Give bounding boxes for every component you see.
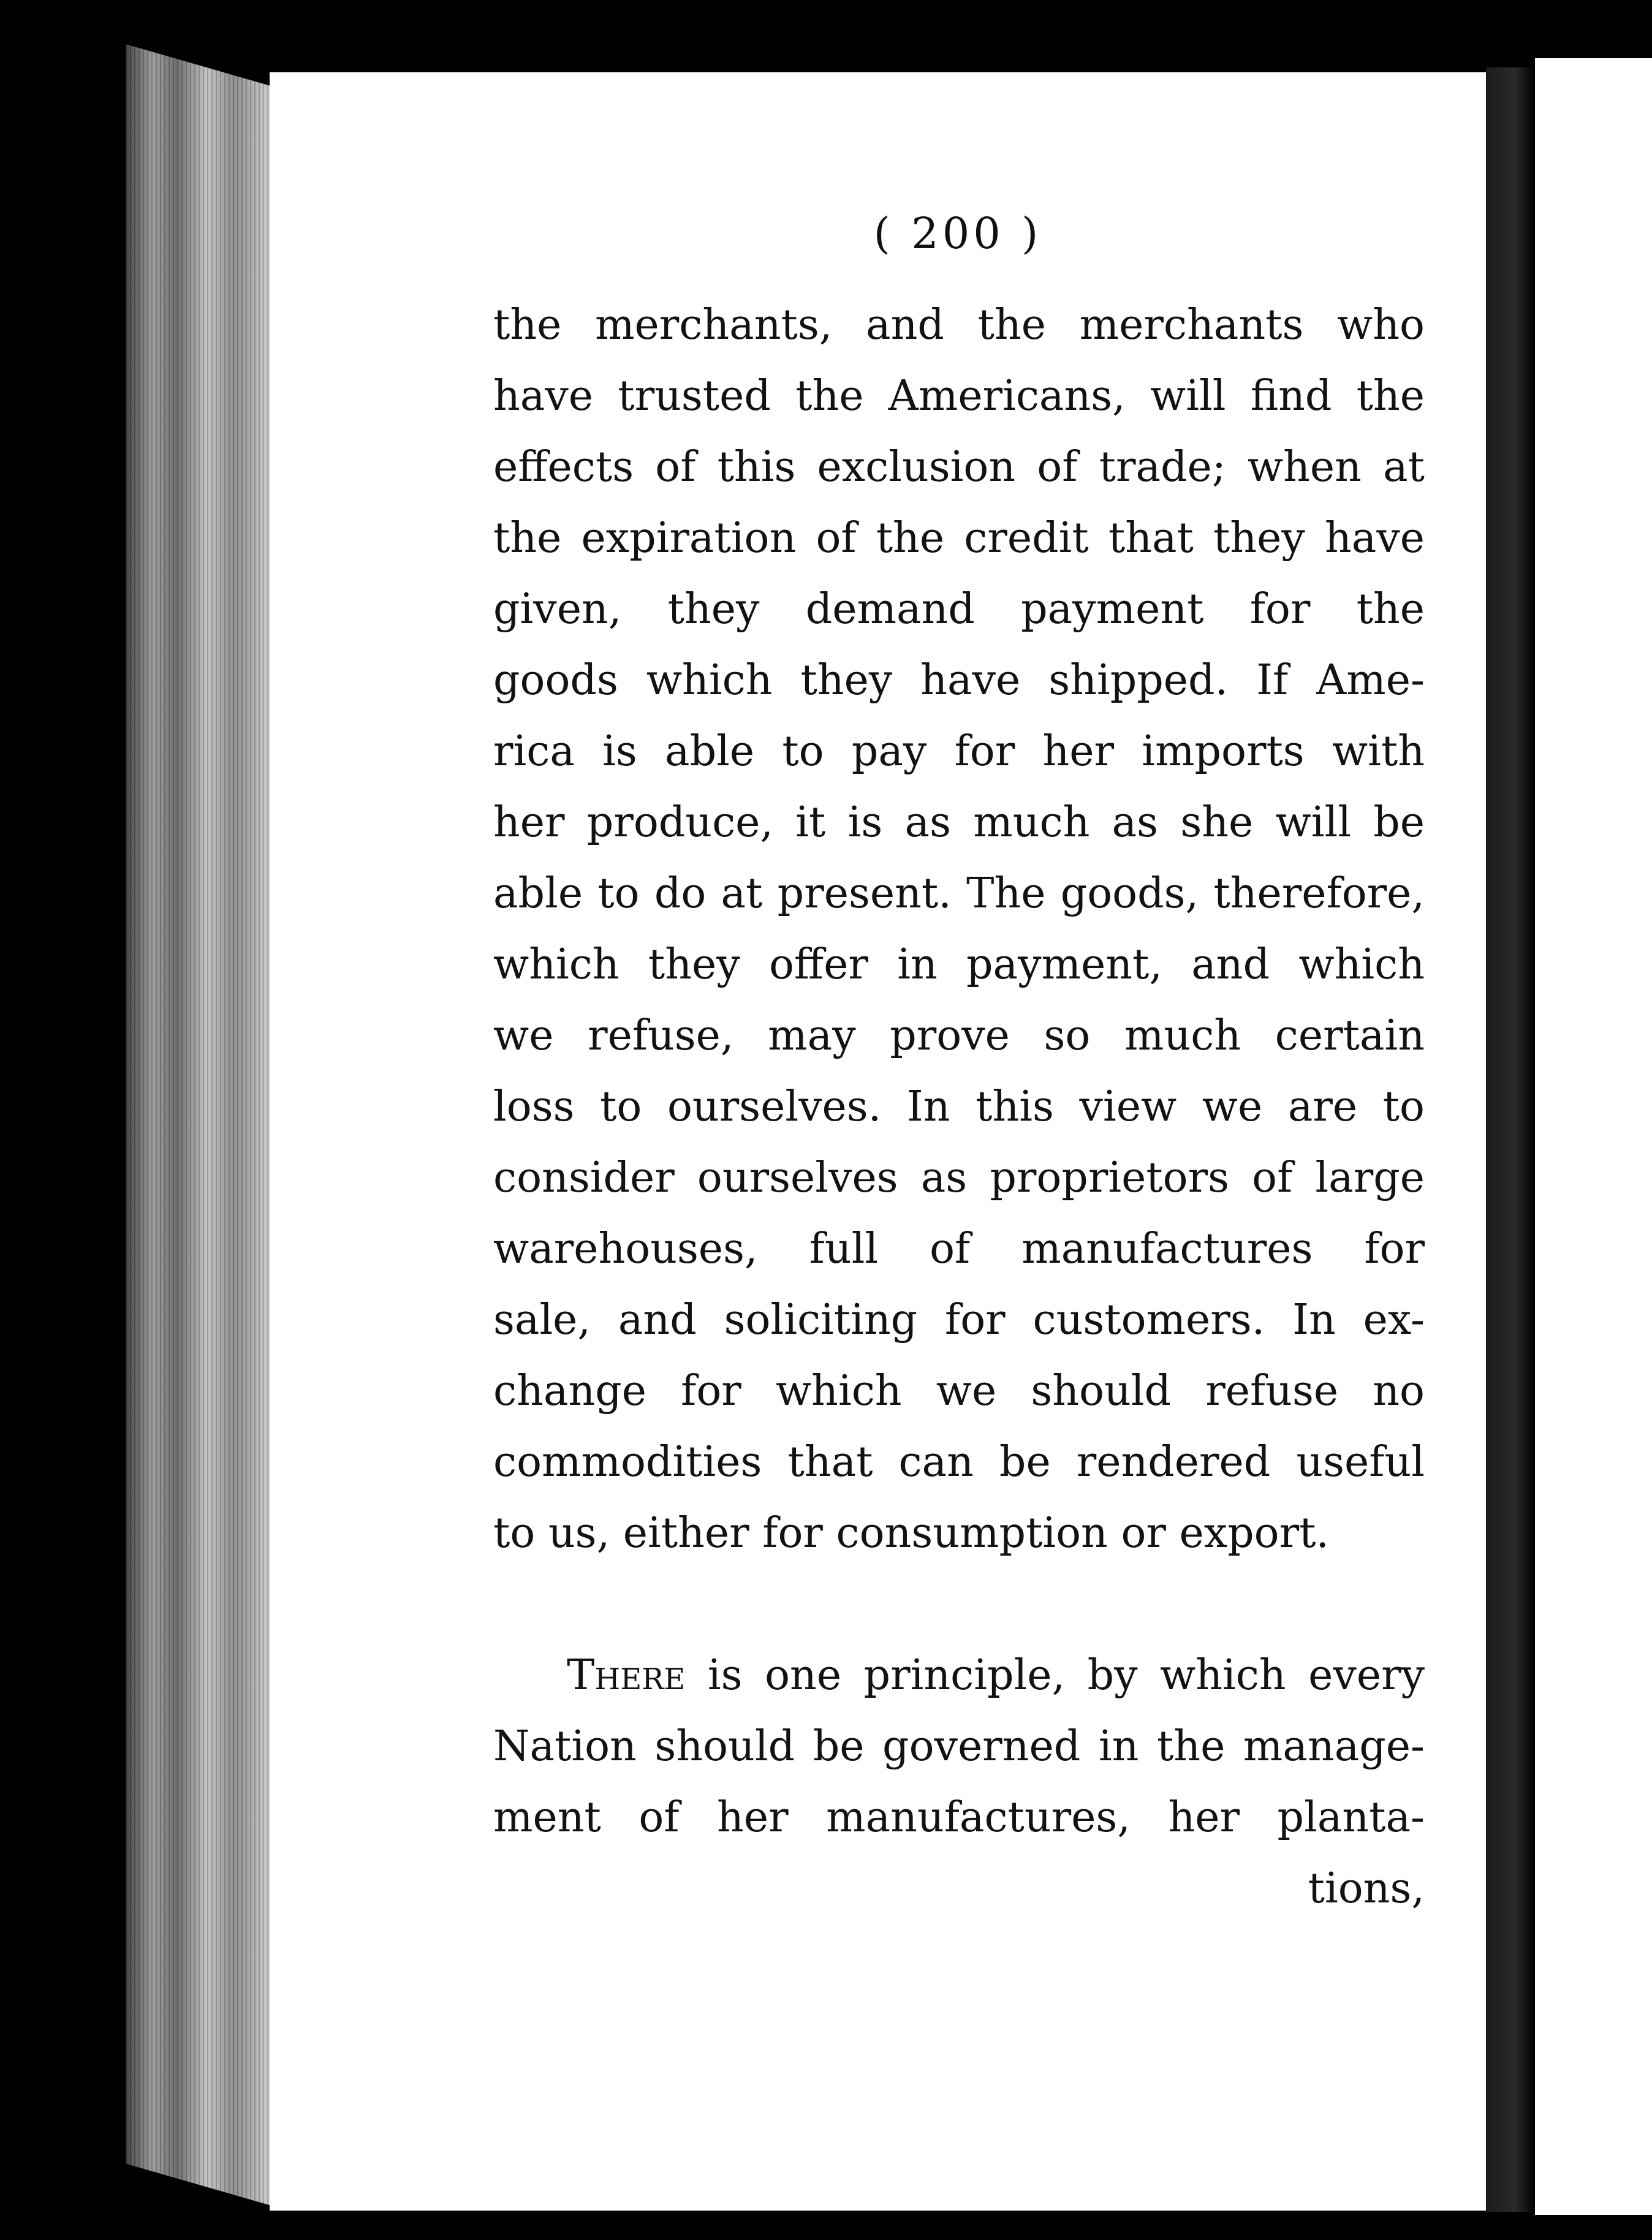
text-line: sale, and soliciting for customers. In ex-	[493, 1296, 1425, 1344]
text-line: warehouses, full of manufactures for	[493, 1225, 1425, 1273]
book-fore-edge-texture	[126, 44, 276, 2207]
text-line: loss to ourselves. In this view we are to	[493, 1083, 1425, 1131]
text-line: the merchants, and the merchants who	[493, 301, 1425, 349]
body-text	[493, 290, 1425, 1924]
text-line: goods which they have shipped. If Ame-	[493, 656, 1425, 705]
text-line: commodities that can be rendered useful	[493, 1438, 1425, 1486]
paragraph-2	[493, 1640, 1425, 1924]
text-line: rica is able to pay for her imports with	[493, 727, 1425, 776]
text-line: to us, either for consumption or export.	[493, 1509, 1330, 1557]
text-line: the expiration of the credit that they have	[493, 514, 1425, 562]
text-line: ment of her manufactures, her planta-	[493, 1793, 1425, 1842]
text-line: consider ourselves as proprietors of large	[493, 1154, 1425, 1202]
text-line: her produce, it is as much as she will be	[493, 798, 1425, 847]
text-line: given, they demand payment for the	[493, 585, 1425, 634]
text-line	[493, 1640, 1425, 1711]
page-number: ( 200 )	[873, 208, 1042, 259]
text-line: change for which we should refuse no	[493, 1367, 1425, 1415]
text-line: which they offer in payment, and which	[493, 940, 1425, 989]
opening-small-caps-word: There	[567, 1651, 686, 1700]
printed-page	[270, 72, 1486, 2211]
paragraph-gap	[493, 1569, 1425, 1640]
text-line: Nation should be governed in the manage-	[493, 1722, 1425, 1771]
text-line: able to do at present. The goods, therefore,	[493, 869, 1425, 918]
text-line: effects of this exclusion of trade; when at	[493, 443, 1425, 491]
text-line: we refuse, may prove so much certain	[493, 1012, 1425, 1060]
paragraph-1	[493, 290, 1425, 1569]
text-line: have trusted the Americans, will find the	[493, 372, 1425, 420]
text-line-rest: is one principle, by which every	[685, 1651, 1425, 1700]
gutter-shadow	[1486, 67, 1535, 2212]
facing-page-edge	[1535, 58, 1652, 2215]
catchword: tions,	[1308, 1864, 1425, 1913]
